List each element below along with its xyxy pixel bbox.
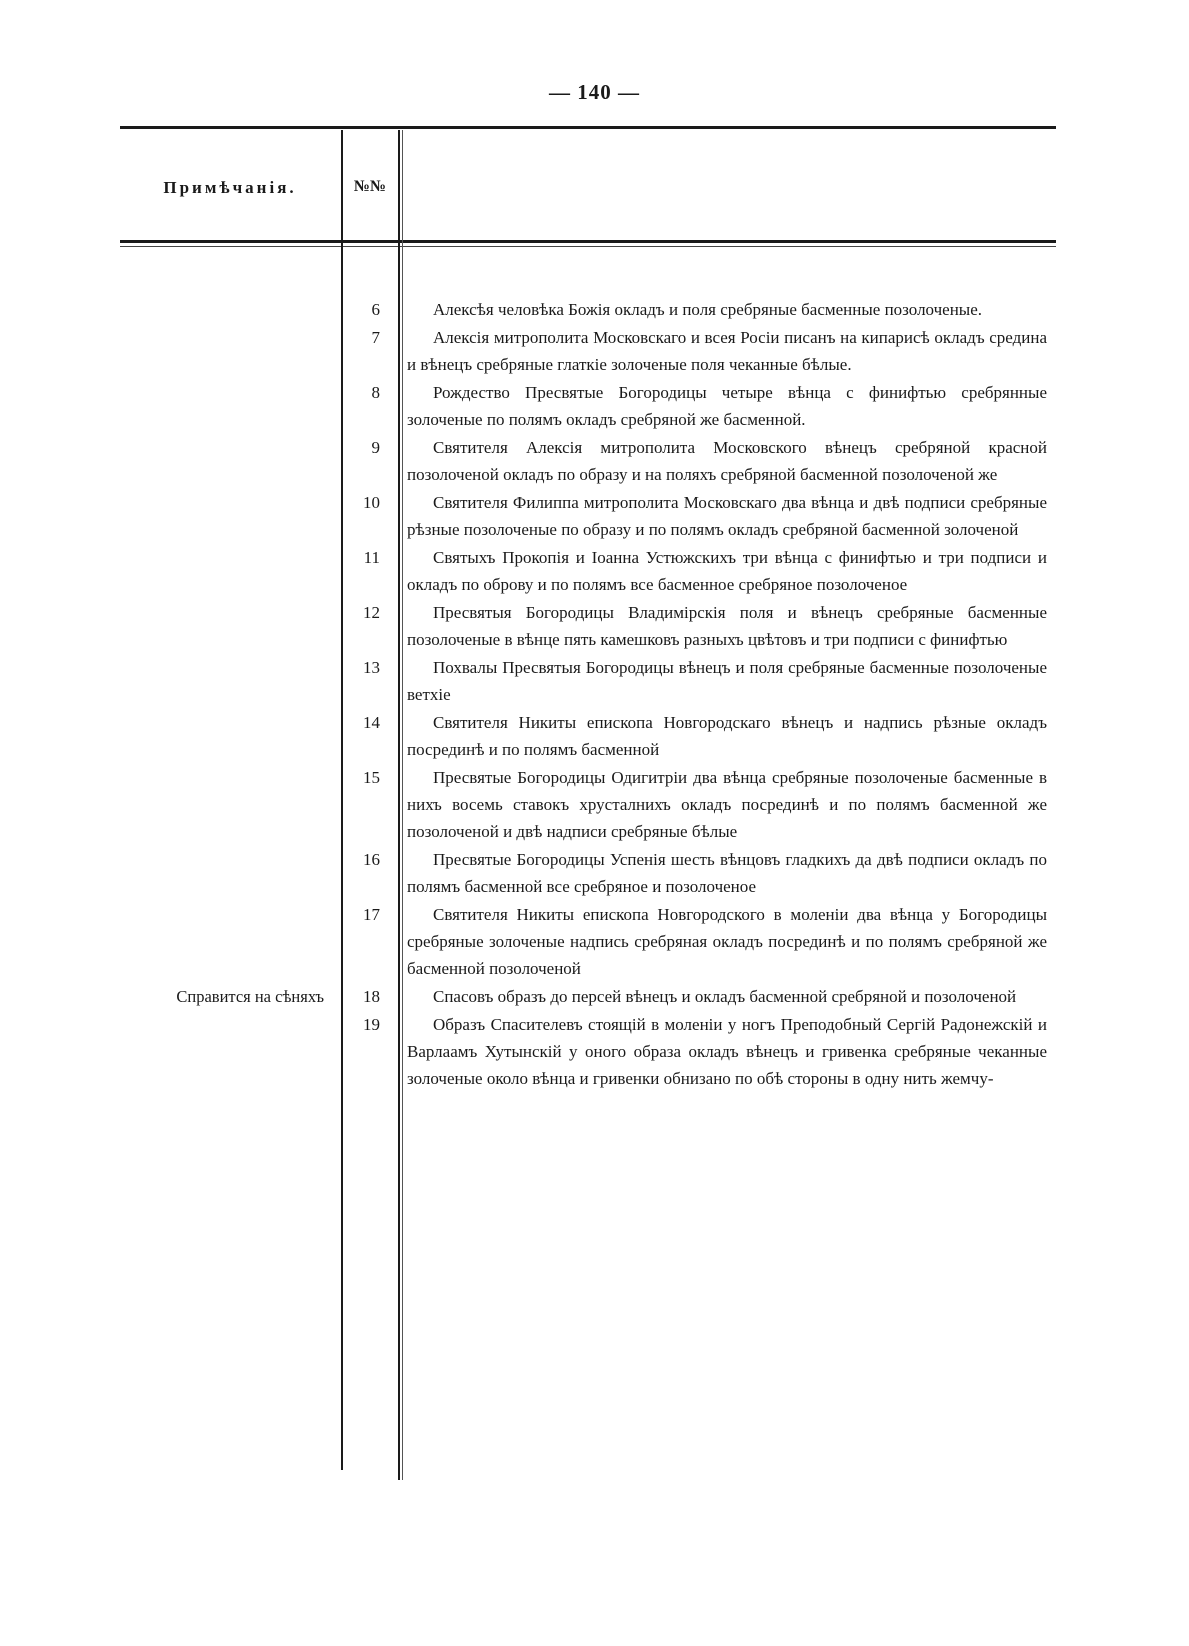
entry-text: Святителя Никиты епископа Новгородскаго вѣнецъ и надпись рѣзные окладъ посрединѣ и по полямъ басменной — [407, 713, 1047, 759]
entry-text: Святыхъ Прокопія и Іоанна Устюжскихъ три вѣнца с финифтью и три подписи и окладъ по оброву и по полямъ все басменное сребряное позолоченое — [407, 548, 1047, 594]
inventory-entry — [0, 983, 1189, 1010]
entry-text: Святителя Алексія митрополита Московского вѣнецъ сребряной красной позолоченой окладъ по образу и на поляхъ сребряной басменной позолоченой же — [407, 438, 1047, 484]
inventory-entry — [0, 1011, 1189, 1092]
entry-number: 10 — [363, 493, 380, 512]
entry-number: 12 — [363, 603, 380, 622]
inventory-entry — [0, 324, 1189, 378]
entry-note — [0, 846, 332, 900]
entry-text: Спасовъ образъ до персей вѣнецъ и окладъ басменной сребряной и позолоченой — [433, 987, 1017, 1006]
entry-text: Пресвятые Богородицы Одигитріи два вѣнца сребряные позолоченые басменные в нихъ восемь ставокъ хрусталнихъ окладъ посрединѣ и по полямъ басменной же позолоченой и двѣ надписи сребряные бѣлые — [407, 768, 1047, 841]
entry-text: Похвалы Пресвятыя Богородицы вѣнецъ и поля сребряные басменные позолоченые ветхіе — [407, 658, 1047, 704]
page-number: — 140 — — [549, 80, 640, 104]
inventory-entry — [0, 379, 1189, 433]
entry-number: 18 — [363, 987, 380, 1006]
entry-text: Святителя Никиты епископа Новгородского в моленіи два вѣнца у Богородицы сребряные золоченые надпись сребряная окладъ посрединѣ и по полямъ сребряной же басменной позолоченой — [407, 905, 1047, 978]
entry-text: Пресвятые Богородицы Успенія шесть вѣнцовъ гладкихъ да двѣ подписи окладъ по полямъ басменной все сребряное и позолоченое — [407, 850, 1047, 896]
inventory-entry — [0, 846, 1189, 900]
entry-text: Святителя Филиппа митрополита Московскаго два вѣнца и двѣ подписи сребряные рѣзные позолоченые по образу и по полямъ окладъ сребряной басменной золоченой — [407, 493, 1047, 539]
entry-text: Рождество Пресвятые Богородицы четыре вѣнца с финифтью сребрянные золоченые по полямъ окладъ сребряной же басменной. — [407, 383, 1047, 429]
inventory-entry — [0, 544, 1189, 598]
entry-note — [0, 296, 332, 323]
inventory-entry — [0, 434, 1189, 488]
entry-number: 7 — [371, 328, 380, 347]
entry-number: 15 — [363, 768, 380, 787]
entry-number: 8 — [371, 383, 380, 402]
entry-note — [0, 489, 332, 543]
entry-text: Алексія митрополита Московскаго и всея Росіи писанъ на кипарисѣ окладъ средина и вѣнецъ сребряные глаткіе золоченые поля чеканные бѣлые. — [407, 328, 1047, 374]
entry-note: Справится на сѣняхъ — [176, 987, 324, 1006]
entry-note — [0, 901, 332, 982]
inventory-entry — [0, 764, 1189, 845]
entry-note — [0, 654, 332, 708]
entry-text: Образъ Спасителевъ стоящій в моленіи у ногъ Преподобный Сергій Радонежскій и Варлаамъ Хутынскій у оного образа окладъ вѣнецъ и гривенка сребряные чеканные золоченые около вѣнца и гривенки обнизано по обѣ стороны в одну нить жемчу- — [407, 1015, 1047, 1088]
entry-note — [0, 434, 332, 488]
entry-number: 9 — [371, 438, 380, 457]
inventory-entry — [0, 654, 1189, 708]
inventory-entry — [0, 709, 1189, 763]
entry-number: 6 — [371, 300, 380, 319]
notes-column-header: Примѣчанія. — [163, 178, 297, 197]
header-bottom-rule — [120, 240, 1056, 243]
inventory-entry — [0, 599, 1189, 653]
entry-note — [0, 709, 332, 763]
entry-note — [0, 379, 332, 433]
entry-number: 14 — [363, 713, 380, 732]
entry-text: Алексѣя человѣка Божія окладъ и поля сребряные басменные позолоченые. — [433, 300, 983, 319]
header-bottom-thin-rule — [120, 246, 1056, 247]
entry-number: 17 — [363, 905, 380, 924]
entry-number: 19 — [363, 1015, 380, 1034]
header-top-rule — [120, 126, 1056, 129]
entry-number: 11 — [363, 548, 380, 567]
entry-note — [0, 1011, 332, 1092]
entry-note — [0, 324, 332, 378]
entry-number: 13 — [363, 658, 380, 677]
number-column-header: №№ — [353, 178, 387, 195]
entry-text: Пресвятыя Богородицы Владимірскія поля и вѣнецъ сребряные басменные позолоченые в вѣнце пять камешковъ разныхъ цвѣтовъ и три подписи с финифтью — [407, 603, 1047, 649]
entry-note — [0, 764, 332, 845]
inventory-entry — [0, 489, 1189, 543]
inventory-entry — [0, 901, 1189, 982]
entry-number: 16 — [363, 850, 380, 869]
inventory-entry — [0, 296, 1189, 323]
inventory-entries — [0, 296, 1189, 1093]
entry-note — [0, 544, 332, 598]
entry-note — [0, 599, 332, 653]
